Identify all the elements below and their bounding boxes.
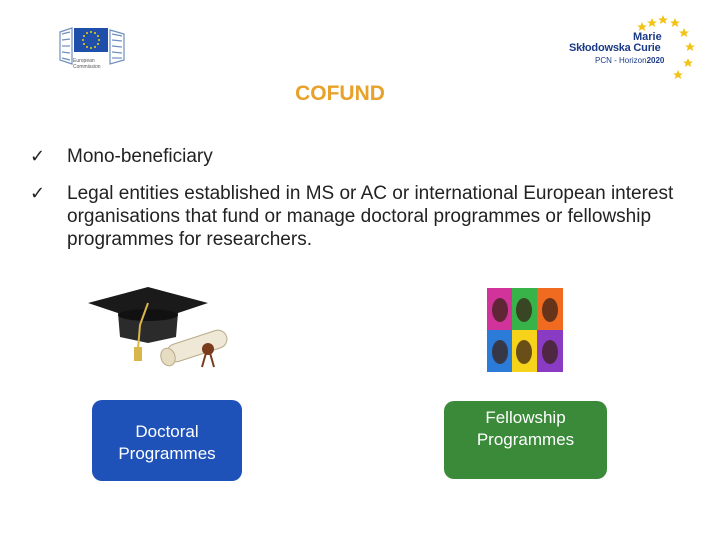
fellowship-programmes-line1: Fellowship bbox=[485, 408, 566, 427]
checkmark-icon: ✓ bbox=[30, 146, 46, 167]
checkmark-icon: ✓ bbox=[30, 183, 46, 204]
graduation-cap-diploma-icon bbox=[88, 285, 248, 375]
fellowship-programmes-box bbox=[444, 401, 607, 479]
msca-logo-text-name: Skłodowska Curie bbox=[569, 42, 661, 54]
bullet-text: Legal entities established in MS or AC or international European interest organisations that fund or manage doctoral programmes or fellowship programmes for researchers. bbox=[67, 183, 674, 250]
msca-horizon-prefix: PCN - Horizon bbox=[595, 56, 647, 65]
bullet-item bbox=[30, 182, 710, 251]
ec-label-line1: European bbox=[73, 58, 95, 64]
msca-logo-text-marie: Marie bbox=[633, 31, 662, 43]
ec-label-line2: Commission bbox=[73, 64, 101, 70]
slide-title: COFUND bbox=[295, 82, 385, 105]
bullet-list bbox=[30, 145, 710, 265]
european-commission-label bbox=[73, 58, 101, 70]
fellowship-programmes-line2: Programmes bbox=[476, 430, 575, 449]
bullet-text: Mono-beneficiary bbox=[67, 146, 213, 167]
doctoral-programmes-line1: Doctoral bbox=[135, 421, 199, 441]
msca-logo-text-horizon bbox=[595, 56, 664, 65]
msca-horizon-year: 2020 bbox=[646, 56, 665, 65]
doctoral-programmes-box bbox=[92, 400, 242, 481]
doctoral-programmes-line2: Programmes bbox=[118, 443, 216, 463]
bullet-item bbox=[30, 145, 710, 168]
pop-art-faces-icon bbox=[487, 288, 563, 372]
